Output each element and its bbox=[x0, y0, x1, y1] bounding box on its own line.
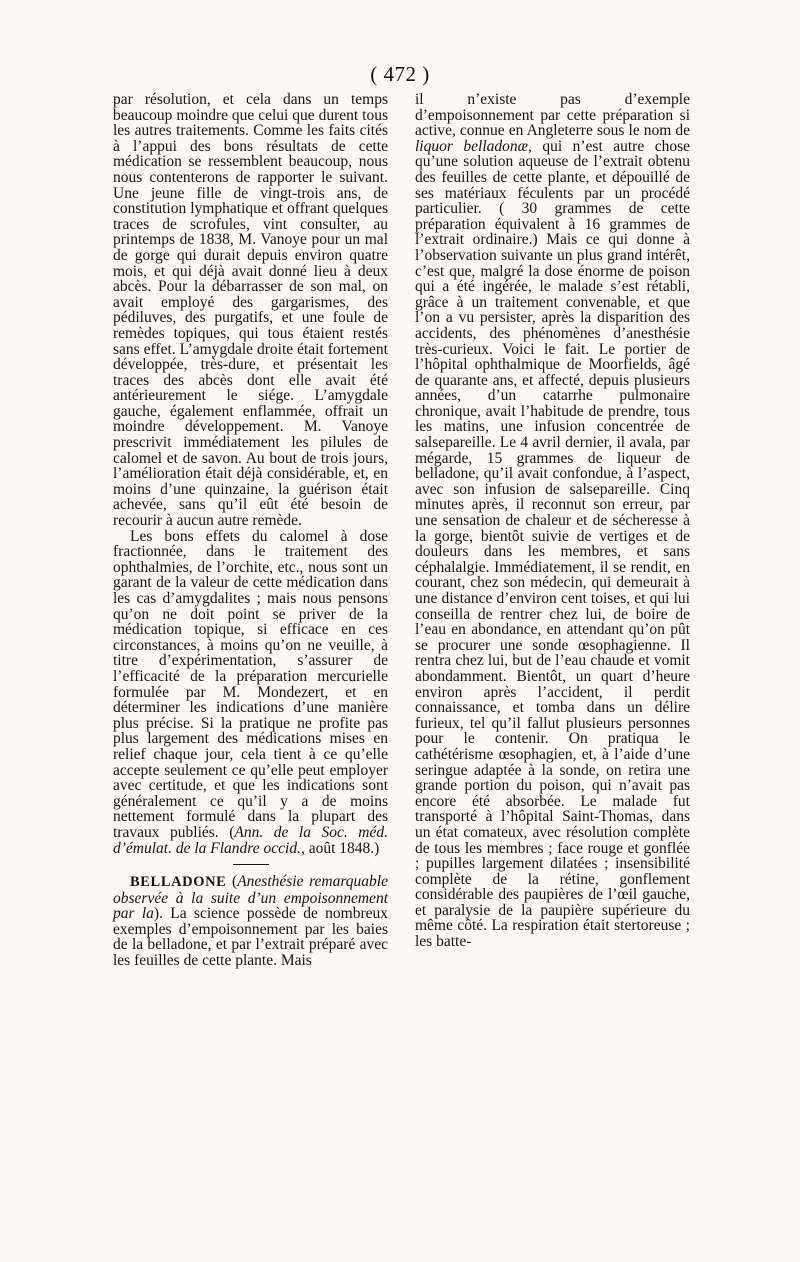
citation-date: , août 1848.) bbox=[300, 839, 380, 857]
source-citation: Ann. de la Soc. méd. d’émulat. de la Flandre occid. bbox=[113, 823, 389, 857]
right-paragraph-1 bbox=[415, 92, 690, 950]
left-paragraph-1: par résolution, et cela dans un temps beaucoup moindre que celui que durent tous les autres traitements. Comme les faits cités à l’appui des bons résultats de cette médication se ressemblent beaucoup, nous nous contenterons de rapporter le suivant. Une jeune fille de vingt-trois ans, de constitution lymphatique et offrant quelques traces de scrofules, vint consulter, au printemps de 1838, M. Vanoye pour un mal de gorge qui durait depuis environ quatre mois, et qui déjà avait donné lieu à deux abcès. Pour la débarrasser de son mal, on avait employé des gargarismes, des pédiluves, des purgatifs, et une foule de remèdes topiques, qui tous étaient restés sans effet. L’amygdale droite était fortement développée, très-dure, et présentait les traces des abcès dont elle avait été antérieurement le siége. L’amygdale gauche, également enflammée, offrait un moindre développement. M. Vanoye prescrivit immédiatement les pilules de calomel et de savon. Au bout de trois jours, l’amélioration était déjà considérable, et, en moins d’une quinzaine, la guérison était achevée, sans qu’il eût été besoin de recourir à aucun autre remède. bbox=[113, 91, 388, 530]
left-paragraph-2 bbox=[113, 529, 388, 856]
liquor-belladonae-term: liquor belladonæ bbox=[415, 137, 528, 155]
left-column bbox=[113, 92, 388, 969]
right-text-a: il n’existe pas d’exemple d’empoisonnement par cette préparation si active, connue en Angleterre sous le nom de bbox=[415, 91, 690, 140]
belladone-open-paren: ( bbox=[226, 873, 238, 891]
section-divider bbox=[233, 864, 269, 865]
belladone-text: ). La science possède de nombreux exemples d’empoisonnement par les baies de la belladone, et par l’extrait préparé avec les feuilles de cette plante. Mais bbox=[113, 905, 388, 970]
calomel-discussion-text: Les bons effets du calomel à dose fractionnée, dans le traitement des ophthalmies, de l’orchite, etc., nous sont un garant de la valeur de cette médication dans les cas d’amygdalites ; mais nous pensons qu’on ne doit point se priver de la médication topique, si efficace en ces circonstances, à moins qu’on ne veuille, à titre d’expérimentation, s’assurer de l’efficacité de la préparation mercurielle formulée par M. Mondezert, et en déterminer les indications d’une manière plus précise. Si la pratique ne profite pas plus largement des médications mises en relief chaque jour, cela tient à ce qu’elle accepte seulement ce qu’elle peut employer avec certitude, et que les indications sont généralement ce qu’il y a de moins nettement formulé dans la plupart des travaux publiés. ( bbox=[113, 527, 388, 841]
belladone-subtitle: Anesthésie remarquable observée à la suite d’un empoisonnement par la bbox=[113, 873, 388, 923]
right-column bbox=[415, 92, 690, 950]
belladone-heading: BELLADONE bbox=[130, 874, 227, 891]
right-text-b: , qui n’est autre chose qu’une solution aqueuse de l’extrait obtenu des feuilles de cette plante, et dépouillé de ses matériaux féculents par un procédé particulier. ( 30 grammes de cette préparation équivalent à 16 grammes de l’extrait ordinaire.) Mais ce qui donne à l’observation suivante un plus grand intérêt, c’est que, malgré la dose énorme de poison qui a été ingérée, le malade s’est rétabli, grâce à un traitement convenable, et que l’on a vu persister, après la disparition des accidents, des phénomènes d’anesthésie très-curieux. Voici le fait. Le portier de l’hôpital ophthalmique de Moorfields, âgé de quarante ans, et affecté, depuis plusieurs années, d’un catarrhe pulmonaire chronique, avait l’habitude de prendre, tous les matins, une infusion concentrée de salsepareille. Le 4 avril dernier, il avala, par mégarde, 15 grammes de liqueur de belladone, qu’il avait confondue, à l’aspect, avec son infusion de salsepareille. Cinq minutes après, il reconnut son erreur, par une sensation de chaleur et de sécheresse à la gorge, bientôt suivie de vertiges et de douleurs dans les membres, et sans céphalalgie. Immédiatement, il se rendit, en courant, chez son médecin, qui demeurait à une distance d’environ cent toises, et qui lui conseilla de rentrer chez lui, de boire de l’eau en abondance, en attendant qu’on pût se procurer une sonde œsophagienne. Il rentra chez lui, but de l’eau chaude et vomit abondamment. Bientôt, un quart d’heure environ après l’accident, il perdit connaissance, et tomba dans un délire furieux, tel qu’il fallut plusieurs personnes pour le contenir. On pratiqua le cathétérisme œsophagien, et, à l’aide d’une seringue adaptée à la sonde, on retira une grande portion du poison, qui n’avait pas encore été absorbée. Le malade fut transporté à l’hôpital Saint-Thomas, dans un état comateux, avec résolution complète de tous les membres ; face rouge et gonflée ; pupilles largement dilatées ; insensibilité complète de la rétine, gonflement considérable des paupières de l’œil gauche, et paralysie de la paupière supérieure du même côté. La respiration était stertoreuse ; les batte- bbox=[415, 137, 690, 951]
belladone-paragraph bbox=[113, 874, 388, 969]
page-number: ( 472 ) bbox=[370, 62, 430, 86]
